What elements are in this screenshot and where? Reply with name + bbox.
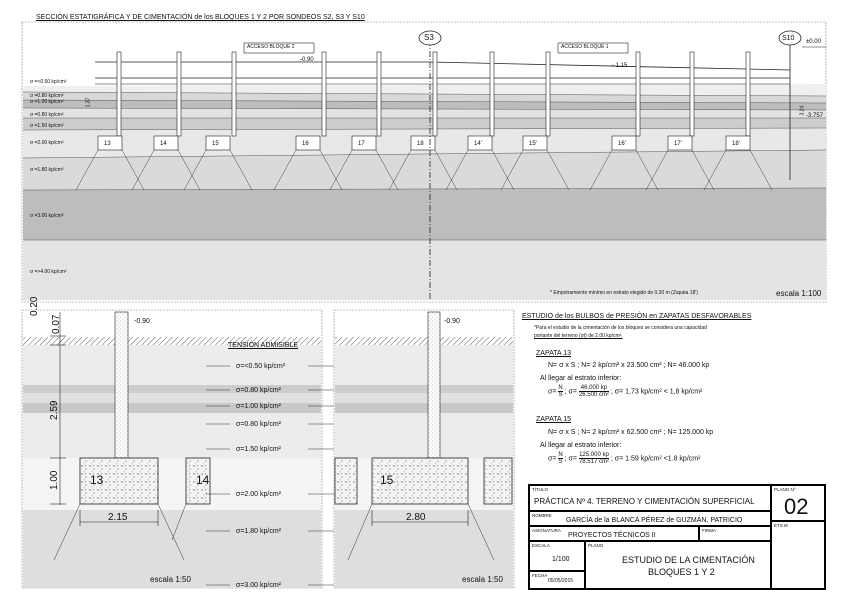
- footing-label: 15: [212, 141, 219, 147]
- legend-item: σ=1.50 kp/cm²: [236, 446, 281, 453]
- zapata-15-title: ZAPATA 15: [536, 416, 572, 423]
- nombre-value: GARCÍA de la BLANCA PÉREZ de GUZMÁN, PATRICIO: [566, 517, 743, 524]
- level-zero: ±0.00: [806, 39, 821, 45]
- stratum-label: σ =<0.50 kp/cm²: [30, 79, 67, 85]
- zapata-13-equation: N= σ x S ; N= 2 kp/cm² x 23.500 cm² ; N= 46.000 kp: [548, 362, 710, 369]
- main-note: * Empotramiento mínimo en estrato elegido de 0.30 m (Zapata 18'): [550, 290, 698, 296]
- detail-left-scale: escala 1:50: [150, 575, 191, 584]
- detail-left-footing-label: 13: [90, 473, 104, 487]
- legend-item: σ=<0.50 kp/cm²: [236, 363, 286, 370]
- dim-324: 3.24: [799, 105, 806, 116]
- fecha-cell: FECHA 05/05/2015: [529, 571, 585, 589]
- stratum-label: σ =3.00 kp/cm²: [30, 213, 64, 219]
- legend-item: σ=3.00 kp/cm²: [236, 582, 281, 589]
- footing-label: 18: [417, 141, 424, 147]
- dim-137: 1.37: [85, 97, 92, 108]
- zapata-15-equation: N= σ x S ; N= 2 kp/cm² x 62.500 cm² ; N= 125.000 kp: [548, 429, 714, 436]
- stratum-label: σ =>4.00 kp/cm²: [30, 269, 67, 275]
- titulo-value: PRÁCTICA Nº 4. TERRENO Y CIMENTACIÓN SUPERFICIAL: [534, 497, 755, 506]
- main-scale: escala 1:100: [776, 289, 822, 298]
- legend-item: σ=0.80 kp/cm²: [236, 387, 281, 394]
- stratum-label: σ =1.00 kp/cm²: [30, 99, 64, 105]
- study-note-line1: *Para el estudio de la cimentación de los bloques se considera una capacidad: [534, 325, 707, 331]
- stratum-label: σ =1.80 kp/cm²: [30, 167, 64, 173]
- plano-title-line2: BLOQUES 1 Y 2: [648, 567, 715, 577]
- footing-label: 14: [160, 141, 167, 147]
- dim-259: 2.59: [49, 400, 60, 420]
- dim-020: 0.20: [29, 296, 40, 316]
- level-3757: -3.757: [806, 113, 824, 119]
- legend-item: σ=1.80 kp/cm²: [236, 528, 281, 535]
- zapata-13-arrive: Al llegar al estrato inferior:: [540, 375, 622, 382]
- dim-007: 0.07: [51, 314, 62, 334]
- titulo-cell: TÍTULO PRÁCTICA Nº 4. TERRENO Y CIMENTACIÓN SUPERFICIAL: [529, 485, 771, 511]
- detail-left-level: -0.90: [134, 318, 150, 325]
- level-115: - 1.15: [612, 63, 628, 69]
- study-title: ESTUDIO de los BULBOS de PRESIÓN en ZAPATAS DESFAVORABLES: [522, 313, 752, 320]
- zapata-15-calc: σ= $\frac{N}{S}$ ; σ= $\frac{125.000 kp}{\text{78.517 cm²}}$ ; σ= 1.59 kp/cm² <1.8 kp/cm²: [548, 452, 701, 466]
- footing-label: 15': [529, 141, 537, 147]
- detail-left-strata: [23, 337, 321, 588]
- firma-cell: FIRMA: [699, 526, 771, 541]
- title-block: [528, 484, 826, 590]
- main-section-title: SECCIÓN ESTATIGRÁFICA Y DE CIMENTACIÓN de los BLOQUES 1 Y 2 POR SONDEOS S2, S3 Y S10: [36, 14, 365, 21]
- access-2-label: ACCESO BLOQUE 2: [247, 44, 295, 50]
- legend-item: σ=0.80 kp/cm²: [236, 421, 281, 428]
- plano-title-cell: PLANO ESTUDIO DE LA CIMENTACIÓN BLOQUES 1 Y 2: [585, 541, 771, 589]
- plano-number-cell: PLANO Nº 02: [771, 485, 825, 521]
- escala-value: 1/100: [552, 556, 570, 563]
- access-1-label: ACCESO BLOQUE 1: [561, 44, 609, 50]
- footing-label: 17: [358, 141, 365, 147]
- footing-label: 18': [732, 141, 740, 147]
- stratum-label: σ =0.80 kp/cm²: [30, 93, 64, 99]
- footing-label: 14': [474, 141, 482, 147]
- study-note-line2: portante del terreno (σt) de 2.00 kp/cm².: [534, 333, 623, 339]
- zapata-15-arrive: Al llegar al estrato inferior:: [540, 442, 622, 449]
- detail-right-footing-label: 15: [380, 473, 394, 487]
- legend-item: σ=2.00 kp/cm²: [236, 491, 281, 498]
- detail-left-neighbor-label: 14: [196, 473, 210, 487]
- escala-cell: ESCALA 1/100: [529, 541, 585, 571]
- zapata-13-calc: σ= $\frac{N}{S}$ ; σ= $\frac{46.000 kp}{\text{26.500 cm²}}$ ; σ= 1,73 kp/cm² < 1,8 kp/cm²: [548, 385, 703, 399]
- zapata-13-title: ZAPATA 13: [536, 350, 572, 357]
- asignatura-cell: ASIGNATURA PROYECTOS TÉCNICOS II: [529, 526, 699, 541]
- fecha-value: 05/05/2015: [548, 578, 574, 584]
- footing-label: 13: [104, 141, 111, 147]
- sondeo-s10-label: S10: [782, 35, 795, 42]
- level-090: -0.90: [300, 57, 314, 63]
- legend-item: σ=1.00 kp/cm²: [236, 403, 281, 410]
- legend-title: TENSIÓN ADMISIBLE: [228, 342, 299, 349]
- asignatura-value: PROYECTOS TÉCNICOS II: [568, 532, 656, 539]
- plano-title-line1: ESTUDIO DE LA CIMENTACIÓN: [622, 555, 755, 565]
- detail-right-width: 2.80: [406, 512, 426, 523]
- footing-label: 16: [302, 141, 309, 147]
- stratum-label: σ =1.50 kp/cm²: [30, 123, 64, 129]
- detail-right-level: -0.90: [444, 318, 460, 325]
- sondeo-s3-label: S3: [424, 33, 434, 42]
- footing-label: 16': [618, 141, 626, 147]
- main-strata: [23, 84, 826, 300]
- stratum-label: σ =2.00 kp/cm²: [30, 140, 64, 146]
- detail-right-scale: escala 1:50: [462, 575, 503, 584]
- dim-100: 1.00: [49, 470, 60, 490]
- ets-cell: ETS IE: [771, 521, 825, 589]
- nombre-cell: NOMBRE GARCÍA de la BLANCA PÉREZ de GUZMÁN, PATRICIO: [529, 511, 771, 526]
- detail-left-width: 2.15: [108, 512, 128, 523]
- stratum-label: σ =0.80 kp/cm²: [30, 112, 64, 118]
- plano-number: 02: [784, 494, 809, 519]
- footing-label: 17': [674, 141, 682, 147]
